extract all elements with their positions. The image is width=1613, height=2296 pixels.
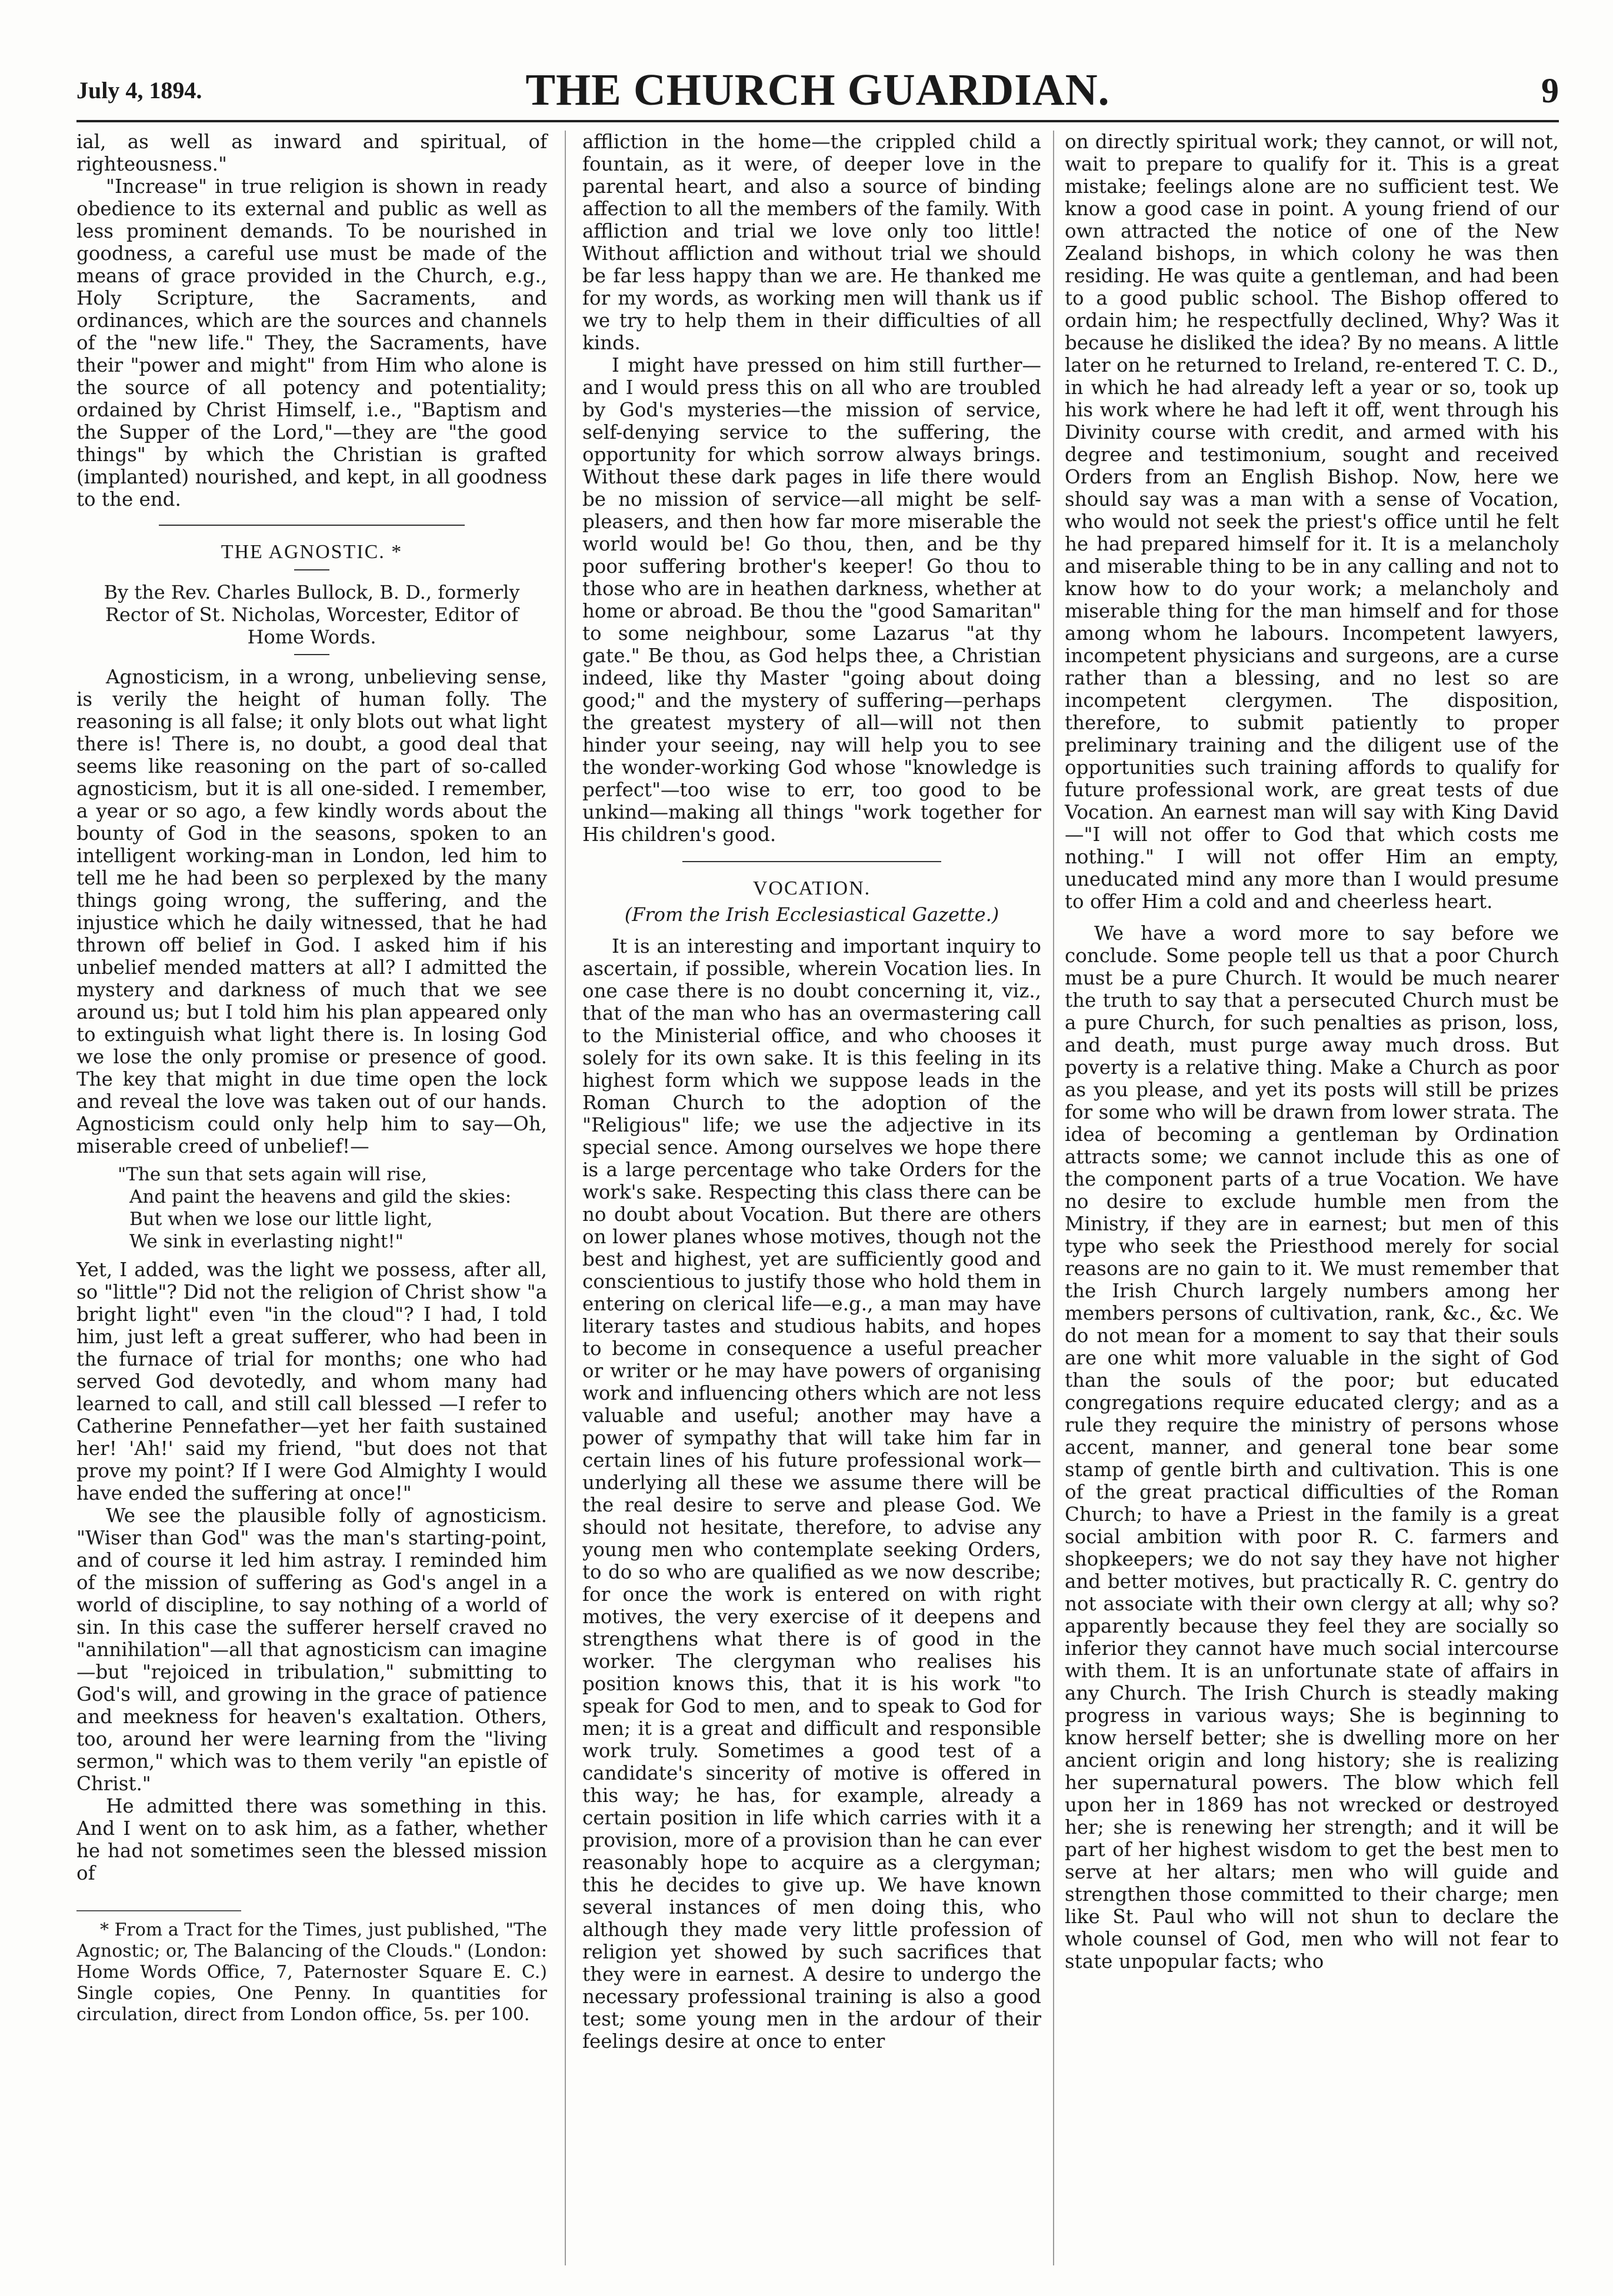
- paragraph: He admitted there was something in this. And I went on to ask him, as a father, whether he had not sometimes seen the blessed mission of: [76, 1795, 547, 1884]
- footnote: * From a Tract for the Times, just published, "The Agnostic; or, The Balancing of the Clouds." (London: Home Words Office, 7, Paternoster Square E. C.) Single copies, One Penny. In quantities for circulation, direct from London office, 5s. per 100.: [76, 1920, 547, 2025]
- paragraph: It is an interesting and important inquiry to ascertain, if possible, wherein Vocation lies. In one case there is no doubt concerning it, viz., that of the man who has an overmastering call to the Ministerial office, and who chooses it solely for its own sake. It is this feeling in its highest form which we suppose leads in the Roman Church to the adoption of the "Religious" life; we use the adjective in its special sence. Among ourselves we hope there is a large percentage who take Orders for the work's sake. Respecting this class there can be no doubt about Vocation. But there are others on lower planes whose motives, though not the best and highest, yet are sufficiently good and conscientious to justify those who hold them in entering on clerical life—e.g., a man may have literary tastes and studious habits, and hopes to become in consequence a useful preacher or writer or he may have powers of organising work and influencing others which are not less valuable and useful; another may have a power of sympathy that will take him far in certain lines of his future professional work—underlying all these we assume there will be the real desire to serve and please God. We should not hesitate, therefore, to advise any young men who contemplate seeking Orders, to do so who are qualified as we now describe; for once the work is entered on with right motives, the very exercise of it deepens and strengthens what there is of good in the worker. The clergyman who realises his position knows this, that it is his work "to speak for God to men, and to speak to God for men; it is a great and difficult and responsible work truly. Sometimes a good test of a candidate's sincerity of motive is offered in this way; he has, for example, already a certain position in life which carries with it a provision, more of a provision than he can ever reasonably hope to acquire as a clergyman; this he decides to give up. We have known several instances of men doing this, who although they made very little profession of religion yet showed by such sacrifices that they were in earnest. A desire to undergo the necessary professional training is also a good test; some young men in the ardour of their feelings desire at once to enter: [582, 935, 1041, 2053]
- issue-date: July 4, 1894.: [76, 77, 202, 104]
- paragraph: We see the plausible folly of agnosticism. "Wiser than God" was the man's starting-point, and of course it led him astray. I reminded him of the mission of suffering as God's angel in a world of discipline, to say nothing of a world of sin. In this case the sufferer herself craved no "annihilation"—all that agnosticism can imagine—but "rejoiced in tribulation," submitting to God's will, and growing in the grace of patience and meekness for heaven's exaltation. Others, too, around her were learning from the "living sermon," which was to them verily "an epistle of Christ.": [76, 1504, 547, 1795]
- column-1: [76, 131, 547, 2025]
- paragraph: affliction in the home—the crippled child a fountain, as it were, of deeper love in the parental heart, and also a source of binding affection to all the members of the family. With affliction and trial we love only too little! Without affliction and without trial we should be far less happy than we are. He thanked me for my words, as working men will thank us if we try to help them in their difficulties of all kinds.: [582, 131, 1041, 354]
- page-number: 9: [1541, 71, 1559, 110]
- masthead-rule: [76, 120, 1559, 122]
- section-rule: [682, 861, 941, 862]
- section-rule: [159, 525, 465, 526]
- verse-line: And paint the heavens and gild the skies:: [129, 1186, 512, 1207]
- column-divider: [565, 131, 566, 2265]
- newspaper-title: THE CHURCH GUARDIAN.: [525, 65, 1110, 115]
- paragraph: on directly spiritual work; they cannot, or will not, wait to prepare to qualify for it. This is a great mistake; feelings alone are no sufficient test. We know a good case in point. A young friend of our own attracted the notice of one of the New Zealand bishops, in which colony he was then residing. He was quite a gentleman, and had been to a good public school. The Bishop offered to ordain him; he respectfully declined, Why? Was it because he disliked the idea? By no means. A little later on he returned to Ireland, re-entered T. C. D., in which he had already left a year or so, took up his work where he had left it off, went through his Divinity course with credit, and armed with his degree and testimonium, sought and received Orders from an English Bishop. Now, here we should say was a man with a sense of Vocation, who would not seek the priest's office until he felt he had prepared himself for it. It is a melancholy and miserable thing to be in any calling and not to know how to do your work; a melancholy and miserable thing for the man himself and for those among whom he labours. Incompetent lawyers, incompetent physicians and surgeons, are a curse rather than a blessing, and no lest so are incompetent clergymen. The disposition, therefore, to submit patiently to proper preliminary training and the diligent use of the opportunities such training affords to qualify for future professional work, are great tests of due Vocation. An earnest man will say with King David—"I will not offer to God that which costs me nothing." I will not offer Him an empty, uneducated mind any more than I would presume to offer Him a cold and and cheerless heart.: [1065, 131, 1559, 913]
- title-rule: [294, 569, 329, 570]
- article-source: (From the Irish Ecclesiastical Gazette.): [624, 903, 999, 926]
- verse-line: But when we lose our little light,: [129, 1209, 433, 1230]
- column-3: [1065, 131, 1559, 1973]
- column-2: [582, 131, 1041, 2053]
- verse-line: "The sun that sets again will rise,: [118, 1164, 428, 1185]
- column-divider: [1053, 131, 1054, 2265]
- verse-line: We sink in everlasting night!": [129, 1231, 404, 1252]
- article-title-vocation: VOCATION.: [752, 877, 871, 899]
- article-byline: By the Rev. Charles Bullock, B. D., formerly Rector of St. Nicholas, Worcester, Editor of Home Words.: [104, 581, 520, 648]
- paragraph: I might have pressed on him still further—and I would press this on all who are troubled by God's mysteries—the mission of service, self-denying service to the suffering, the opportunity for which sorrow always brings. Without these dark pages in life there would be no mission of service—all might be self-pleasers, and then how far more miserable the world would be! Go thou, then, and be thy poor suffering brother's keeper! Go thou to those who are in heathen darkness, whether at home or abroad. Be thou the "good Samaritan" to some neighbour, some Lazarus "at thy gate." Be thou, as God helps thee, a Christian indeed, like thy Master "going about doing good;" and the mystery of suffering—perhaps the greatest mystery of all—will not then hinder your seeing, nay will help you to see the wonder-working God whose "knowledge is perfect"—too wise to err, too good to be unkind—making all things "work together for His children's good.: [582, 354, 1041, 846]
- masthead: [76, 59, 1559, 124]
- paragraph: ial, as well as inward and spiritual, of righteousness.": [76, 131, 547, 175]
- paragraph: Agnosticism, in a wrong, unbelieving sense, is verily the height of human folly. The reasoning is all false; it only blots out what light there is! There is, no doubt, a good deal that seems like reasoning on the part of so-called agnosticism, but it is all one-sided. I remember, a year or so ago, a few kindly words about the bounty of God in the seasons, spoken to an intelligent working-man in London, led him to tell me he had been so perplexed by the many things going wrong, the suffering, and the injustice which he daily witnessed, that he had thrown off belief in God. I asked him if his unbelief mended matters at all? I admitted the mystery and darkness of much that we see around us; but I told him his plan appeared only to extinguish what light there is. In losing God we lose the only promise or presence of good. The key that might in due time open the lock and reveal the love was taken out of our hands. Agnosticism could only help him to say—Oh, miserable creed of unbelief!—: [76, 666, 547, 1157]
- paragraph: We have a word more to say before we conclude. Some people tell us that a poor Church must be a pure Church. It would be much nearer the truth to say that a persecuted Church must be a pure Church, for such penalties as prison, loss, and death, must purge away much dross. But poverty is a relative thing. Make a Church as poor as you please, and yet its posts will still be prizes for some who will be drawn from lower strata. The idea of becoming a gentleman by Ordination attracts some; we cannot include this as one of the component parts of a true Vocation. We have no desire to exclude humble men from the Ministry, if they are in earnest; but men of this type who seek the Priesthood merely for social reasons are no gain to it. We must remember that the Irish Church largely numbers among her members persons of cultivation, rank, &c., &c. We do not mean for a moment to say that their souls are one whit more valuable in the sight of God than the souls of the poor; but educated congregations require educated clergy; and as a rule they require the ministry of persons whose accent, manner, and general tone bear some stamp of gentle birth and cultivation. This is one of the great practical difficulties of the Roman Church; to have a Priest in the family is a great social ambition with poor R. C. farmers and shopkeepers; we do not say they have not higher and better motives, but practically R. C. gentry do not associate with their own clergy at all; why so? apparently because they feel they are socially so inferior they cannot have much social intercourse with them. It is an unfortunate state of affairs in any Church. The Irish Church is steadly making progress in various ways; She is beginning to know herself better; she is dwelling more on her ancient origin and long history; she is realizing her supernatural powers. The blow which fell upon her in 1869 has not wrecked or destroyed her; she is renewing her strength; and it will be part of her highest wisdom to get the best men to serve at her altars; men who will guide and strengthen those committed to their charge; men like St. Paul who will not shun to declare the whole counsel of God, men who will not fear to state unpopular facts; who: [1065, 922, 1559, 1973]
- paragraph: Yet, I added, was the light we possess, after all, so "little"? Did not the religion of Christ show "a bright light" even "in the cloud"? I had, I told him, just left a great sufferer, who had been in the furnace of trial for months; one who had served God devotedly, and whom many had learned to call, and still call blessed —I refer to Catherine Pennefather—yet her faith sustained her! 'Ah!' said my friend, "but does not that prove my point? If I were God Almighty I would have ended the suffering at once!": [76, 1259, 547, 1504]
- article-title-agnostic: THE AGNOSTIC. *: [221, 541, 403, 563]
- paragraph: "Increase" in true religion is shown in ready obedience to its external and public as well as less prominent demands. To be nourished in goodness, a careful use must be made of the means of grace provided in the Church, e.g., Holy Scripture, the Sacraments, and ordinances, which are the sources and channels of the "new life." They, the Sacraments, have their "power and might" from Him who alone is the source of all potency and potentiality; ordained by Christ Himself, i.e., "Baptism and the Supper of the Lord,"—they are "the good things" by which the Christian is grafted (implanted) nourished, and kept, in all goodness to the end.: [76, 175, 547, 510]
- footnote-rule: [76, 1910, 241, 1911]
- verse-quote: [118, 1163, 547, 1253]
- byline-rule: [294, 654, 329, 655]
